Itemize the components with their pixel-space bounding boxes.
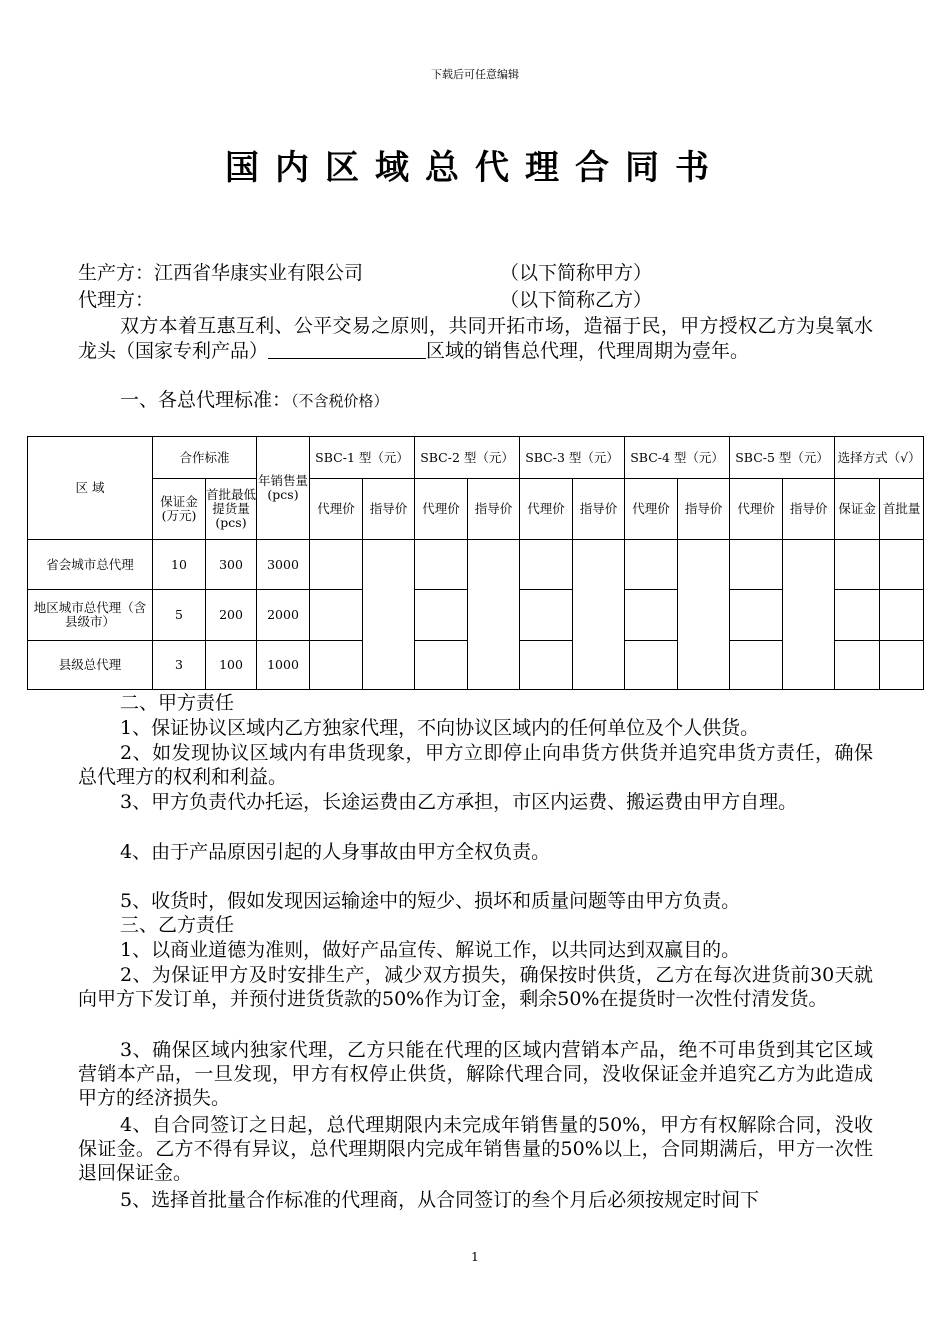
agent-price-header: 代理价 — [310, 479, 363, 540]
page-number: 1 — [471, 1250, 479, 1264]
agent-price-cell[interactable] — [310, 590, 363, 641]
annual-sales-cell: 2000 — [257, 590, 310, 641]
annual-sales-cell: 1000 — [257, 641, 310, 690]
region-cell: 省会城市总代理 — [28, 540, 153, 590]
deposit-header: 保证金(万元) — [153, 479, 206, 540]
agent-price-cell[interactable] — [730, 590, 783, 641]
model-header: SBC-1 型（元） — [310, 437, 415, 479]
model-header: SBC-5 型（元） — [730, 437, 835, 479]
producer-line — [78, 260, 363, 286]
model-header: SBC-3 型（元） — [520, 437, 625, 479]
agent-price-header: 代理价 — [520, 479, 573, 540]
guide-price-cell[interactable] — [468, 540, 520, 690]
guide-price-cell[interactable] — [783, 540, 835, 690]
region-blank-field[interactable] — [268, 338, 426, 359]
section3-item: 3、确保区域内独家代理，乙方只能在代理的区域内营销本产品，绝不可串货到其它区域营销本产品，一旦发现，甲方有权停止供货，解除代理合同，没收保证金并追究乙方为此造成甲方的经济损失。 — [78, 1039, 873, 1109]
section3-heading: 三、乙方责任 — [120, 914, 235, 936]
first-batch-header: 首批最低提货量(pcs) — [206, 479, 257, 540]
document-title: 国内区域总代理合同书 — [225, 148, 725, 188]
section2-heading: 二、甲方责任 — [120, 692, 235, 714]
deposit-cell: 10 — [153, 540, 206, 590]
section3-item: 2、为保证甲方及时安排生产，减少双方损失，确保按时供货，乙方在每次进货前30天就向甲方下发订单，并预付进货货款的50%作为订金，剩余50%在提货时一次性付清发货。 — [78, 964, 873, 1010]
agent-price-header: 代理价 — [625, 479, 678, 540]
producer-label: 生产方： — [78, 262, 155, 284]
first-batch-cell: 100 — [206, 641, 257, 690]
agent-price-cell[interactable] — [520, 540, 573, 590]
table-row — [28, 540, 924, 590]
section3-item: 1、以商业道德为准则，做好产品宣传、解说工作，以共同达到双赢目的。 — [120, 939, 741, 961]
agent-price-cell[interactable] — [520, 641, 573, 690]
agent-price-cell[interactable] — [310, 641, 363, 690]
first-batch-cell: 200 — [206, 590, 257, 641]
guide-price-cell[interactable] — [678, 540, 730, 690]
region-cell: 地区城市总代理（含县级市） — [28, 590, 153, 641]
agent-price-cell[interactable] — [415, 641, 468, 690]
region-header: 区 域 — [28, 437, 153, 540]
section1-note: （不含税价格） — [291, 392, 389, 410]
intro-text-end: 区域的销售总代理，代理周期为壹年。 — [426, 340, 750, 362]
agent-price-cell[interactable] — [625, 540, 678, 590]
agent-price-header: 代理价 — [730, 479, 783, 540]
agent-price-cell[interactable] — [730, 540, 783, 590]
header-note: 下载后可任意编辑 — [431, 68, 519, 81]
section2-item: 5、收货时，假如发现因运输途中的短少、损坏和质量问题等由甲方负责。 — [120, 890, 741, 912]
agent-price-cell[interactable] — [730, 641, 783, 690]
section2-item: 4、由于产品原因引起的人身事故由甲方全权负责。 — [120, 841, 551, 863]
guide-price-header: 指导价 — [783, 479, 835, 540]
producer-name: 江西省华康实业有限公司 — [154, 262, 364, 284]
agent-label: 代理方： — [78, 289, 155, 311]
choice-first-batch-cell[interactable] — [880, 540, 924, 590]
deposit-cell: 5 — [153, 590, 206, 641]
producer-note: （以下简称甲方） — [500, 262, 653, 284]
guide-price-cell[interactable] — [363, 540, 415, 690]
choice-first-batch-cell[interactable] — [880, 590, 924, 641]
region-cell: 县级总代理 — [28, 641, 153, 690]
agent-price-cell[interactable] — [415, 540, 468, 590]
section3-item: 5、选择首批量合作标准的代理商，从合同签订的叁个月后必须按规定时间下 — [120, 1189, 760, 1211]
agent-price-cell[interactable] — [310, 540, 363, 590]
agent-price-cell[interactable] — [625, 590, 678, 641]
choice-first-batch-header: 首批量 — [880, 479, 924, 540]
section2-item: 2、如发现协议区域内有串货现象，甲方立即停止向串货方供货并追究串货方责任，确保总代理方的权利和利益。 — [78, 742, 873, 788]
guide-price-header: 指导价 — [678, 479, 730, 540]
section1-heading — [120, 387, 389, 414]
choice-deposit-header: 保证金 — [835, 479, 880, 540]
choice-first-batch-cell[interactable] — [880, 641, 924, 690]
section3-item: 4、自合同签订之日起，总代理期限内未完成年销售量的50%，甲方有权解除合同，没收保证金。乙方不得有异议，总代理期限内完成年销售量的50%以上，合同期满后，甲方一次性退回保证金。 — [78, 1114, 873, 1184]
coop-header: 合作标准 — [153, 437, 257, 479]
intro-paragraph — [78, 314, 873, 363]
choice-deposit-cell[interactable] — [835, 590, 880, 641]
annual-sales-header: 年销售量(pcs) — [257, 437, 310, 540]
annual-sales-cell: 3000 — [257, 540, 310, 590]
guide-price-header: 指导价 — [573, 479, 625, 540]
agent-price-header: 代理价 — [415, 479, 468, 540]
model-header: SBC-2 型（元） — [415, 437, 520, 479]
first-batch-cell: 300 — [206, 540, 257, 590]
guide-price-cell[interactable] — [573, 540, 625, 690]
agent-standards-table — [27, 436, 924, 690]
choice-deposit-cell[interactable] — [835, 540, 880, 590]
choice-header: 选择方式（√） — [835, 437, 924, 479]
agent-price-cell[interactable] — [520, 590, 573, 641]
guide-price-header: 指导价 — [468, 479, 520, 540]
section2-item: 3、甲方负责代办托运，长途运费由乙方承担，市区内运费、搬运费由甲方自理。 — [120, 791, 798, 813]
section2-item: 1、保证协议区域内乙方独家代理，不向协议区域内的任何单位及个人供货。 — [120, 717, 760, 739]
section1-title: 一、各总代理标准： — [120, 389, 292, 411]
agent-price-cell[interactable] — [415, 590, 468, 641]
agent-price-cell[interactable] — [625, 641, 678, 690]
choice-deposit-cell[interactable] — [835, 641, 880, 690]
guide-price-header: 指导价 — [363, 479, 415, 540]
model-header: SBC-4 型（元） — [625, 437, 730, 479]
deposit-cell: 3 — [153, 641, 206, 690]
intro-text: 双方本着互惠互利、公平交易之原则，共同开拓市场，造福于民，甲方授权乙方为臭氧水龙头（国家专利产品） — [78, 315, 873, 362]
agent-note: （以下简称乙方） — [500, 289, 653, 311]
